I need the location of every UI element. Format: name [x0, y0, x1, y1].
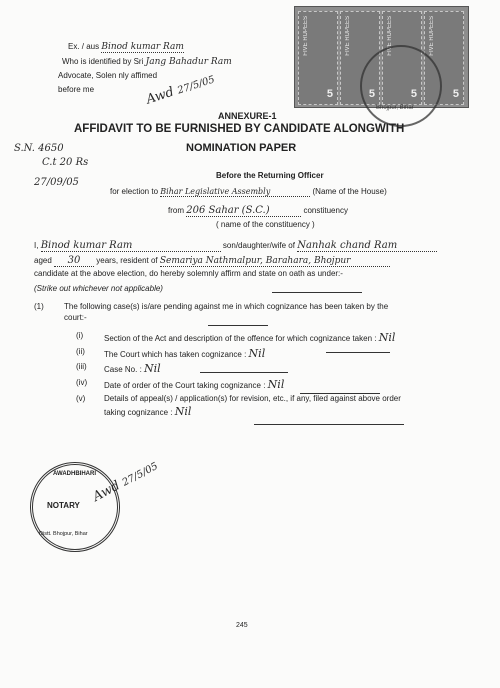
subitem-3-number: (iii) [76, 362, 87, 371]
page-number: 245 [236, 622, 248, 629]
margin-note-serial: S.N. 4650 [14, 143, 64, 154]
notary-signature-top: Awd 27/5/05 [144, 74, 217, 108]
stamp-1: FIVE RUPEES 5 [298, 11, 338, 105]
subitem-3-text: Case No. : Nil [104, 362, 161, 375]
strike-out-rule [272, 292, 362, 293]
subitem-3-rule [200, 372, 288, 373]
notary-signature-bottom: Awd 27/5/05 [90, 460, 160, 505]
clause1-rule [208, 325, 268, 326]
clause1-text-line2: court:- [64, 313, 87, 322]
returning-officer-heading: Before the Returning Officer [216, 171, 324, 180]
subitem-2-rule [326, 352, 390, 353]
constituency-name-note: ( name of the constituency ) [216, 220, 315, 229]
affidavit-title-line2: NOMINATION PAPER [186, 142, 297, 154]
endorsement-line2: Who is identified by Sri Jang Bahadur Ram [62, 57, 232, 67]
subitem-2-text: The Court which has taken cognizance : Nil [104, 347, 266, 360]
declaration-line1: I, Binod kumar Ram son/daughter/wife of Nanhak chand Ram [34, 240, 437, 252]
declaration-line3: candidate at the above election, do hereby solemnly affirm and state on oath as under:- [34, 269, 343, 278]
endorsement-line1: Ex. / aus Binod kumar Ram [68, 42, 184, 52]
subitem-5-rule [254, 424, 404, 425]
subitem-4-number: (iv) [76, 378, 88, 387]
from-constituency-line: from 206 Sahar (S.C.) constituency [168, 205, 348, 216]
stamp-2: FIVE RUPEES 5 [340, 11, 380, 105]
margin-note-fee: C.t 20 Rs [42, 157, 89, 168]
subitem-1-text: Section of the Act and description of the offence for which cognizance taken : Nil [104, 331, 396, 344]
subitem-4-text: Date of order of the Court taking cognizance : Nil [104, 378, 285, 391]
clause1-number: (1) [34, 302, 44, 311]
affidavit-title-line1: AFFIDAVIT TO BE FURNISHED BY CANDIDATE ALONGWITH [74, 123, 405, 135]
annexure-label: ANNEXURE-1 [218, 111, 277, 121]
declaration-line2: aged 30 years, resident of Semariya Nathmalpur, Barahara, Bhojpur [34, 255, 390, 267]
election-to-line: for election to Bihar Legislative Assembly (Name of the House) [110, 187, 387, 196]
subitem-5-number: (v) [76, 394, 86, 403]
subitem-5-text-line1: Details of appeal(s) / application(s) for revision, etc., if any, filed against above order [104, 394, 401, 403]
margin-note-date: 27/09/05 [34, 177, 79, 188]
subitem-5-text-line2: taking cognizance : Nil [104, 405, 192, 418]
endorsement-line3: Advocate, Solen nly affimed [58, 71, 158, 80]
endorsement-line4: before me [58, 85, 95, 94]
stamp-4: FIVE RUPEES 5 [424, 11, 464, 105]
stamp-3: FIVE RUPEES 5 [382, 11, 422, 105]
subitem-1-number: (i) [76, 331, 84, 340]
postmark-seal: Bhojpur, Bihar [360, 45, 442, 127]
subitem-2-number: (ii) [76, 347, 85, 356]
strike-out-note: (Strike out whichever not applicable) [34, 284, 163, 293]
notary-seal: AWADHBIHARI NOTARY Distt. Bhojpur, Bihar [30, 462, 120, 552]
clause1-text-line1: The following case(s) is/are pending against me in which cognizance has been taken by the [64, 302, 389, 311]
